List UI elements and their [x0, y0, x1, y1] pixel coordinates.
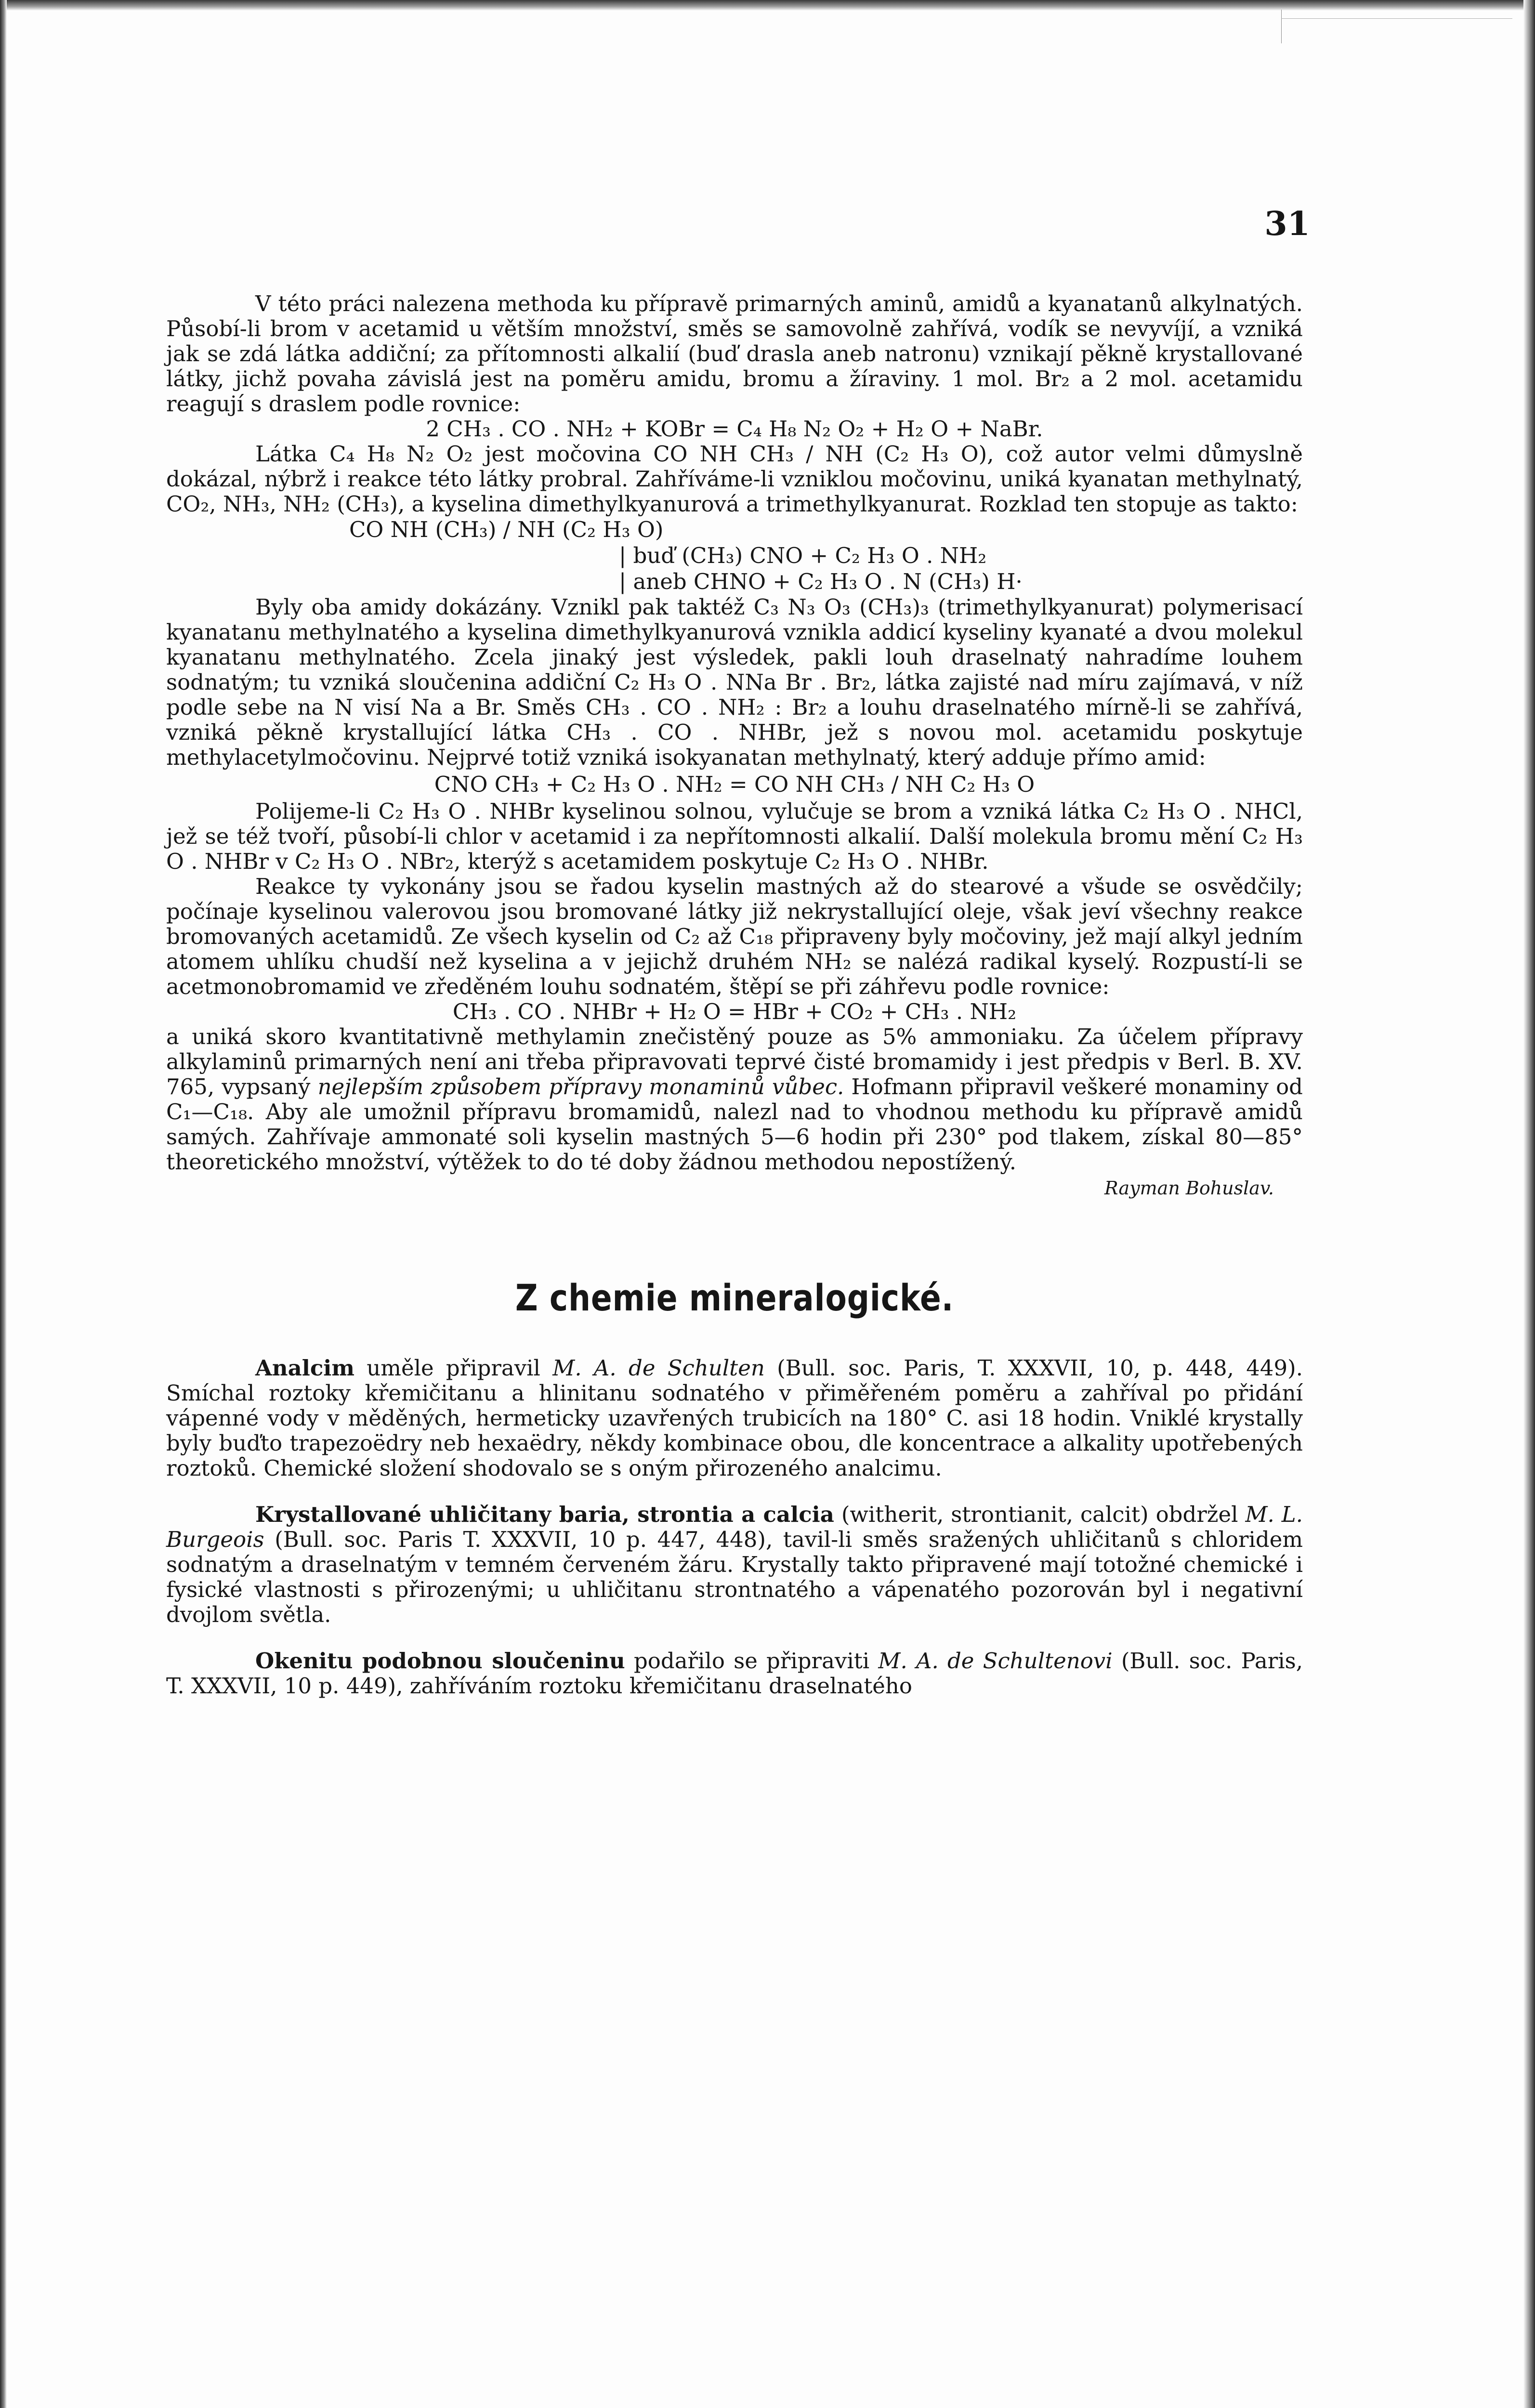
entry-analcim-text-a: uměle připravil	[354, 1355, 553, 1381]
entry-okenit	[166, 1649, 1303, 1699]
scan-artifact-line	[1281, 18, 1512, 19]
section-title: Z chemie mineralogické.	[515, 1276, 954, 1319]
entry-okenit-text-a: podařilo se připraviti	[625, 1648, 879, 1674]
scan-edge-left	[0, 0, 7, 2408]
entry-analcim-lead: Analcim	[255, 1355, 354, 1381]
entry-krystallovane-text-b: (Bull. soc. Paris T. XXXVII, 10 p. 447, 448), tavil-li směs sražených uhličitanů s chloridem sodnatým a draselnatým v temném červeném žáru. Krystally takto připravené mají totožné chemické i fysické vlastnosti s přirozenými; u uhličitanu strontnatého a vápenatého pozorován byl i negativní dvojlom světla.	[166, 1527, 1303, 1627]
entry-krystallovane-text-a: (witherit, strontianit, calcit) obdržel	[834, 1502, 1246, 1527]
entry-krystallovane	[166, 1502, 1303, 1627]
article-paragraph-3: Byly oba amidy dokázány. Vznikl pak taktéž C₃ N₃ O₃ (CH₃)₃ (trimethylkyanurat) polymerisací kyanatanu methylnatého a kyselina dimethylkyanurová vznikla addicí kyseliny kyanaté a dvou molekul kyanatanu methylnatého. Zcela jinaký jest výsledek, pakli louh draselnatý nahradíme louhem sodnatým; tu vzniká sloučenina addiční C₂ H₃ O . NNa Br . Br₂, látka zajisté nad míru zajímavá, v níž podle sebe na N visí Na a Br. Směs CH₃ . CO . NH₂ : Br₂ a louhu draselnatého mírně-li se zahřívá, vzniká pěkně krystallující látka CH₃ . CO . NHBr, jež s novou mol. acetamidu poskytuje methylacetylmočovinu. Nejprvé totiž vzniká isokyanatan methylnatý, který adduje přímo amid:	[166, 594, 1303, 770]
article-paragraph-4: Polijeme-li C₂ H₃ O . NHBr kyselinou solnou, vylučuje se brom a vzniká látka C₂ H₃ O . NHCl, jež se též tvoří, působí-li chlor v acetamid i za nepřítomnosti alkalií. Další molekula bromu mění C₂ H₃ O . NHBr v C₂ H₃ O . NBr₂, kterýž s acetamidem poskytuje C₂ H₃ O . NHBr.	[166, 798, 1303, 874]
equation-2	[166, 517, 1303, 595]
entry-analcim-author: M. A. de Schulten	[552, 1355, 765, 1381]
entry-okenit-author: M. A. de Schultenovi	[878, 1648, 1113, 1674]
text-column	[166, 291, 1303, 1699]
equation-2-right-1: | buď (CH₃) CNO + C₂ H₃ O . NH₂	[619, 543, 987, 568]
entry-krystallovane-lead: Krystallované uhličitany baria, strontia a calcia	[255, 1502, 834, 1527]
p6-text-b: Hofmann připravil veškeré monaminy od C₁—C₁₈. Aby ale umožnil přípravu bromamidů, nalezl nad to vhodnou methodu ku přípravě amidů samých. Zahřívaje ammonaté soli kyselin mastných 5—6 hodin při 230° pod tlakem, získal 80—85° theoretického množství, výtěžek to do té doby žádnou methodou nepostížený.	[166, 1074, 1303, 1175]
entry-krystallovane-author: M. L. Burgeois	[166, 1502, 1303, 1552]
p6-emphasis: nejlepším způsobem přípravy monaminů vůbec.	[317, 1074, 844, 1099]
article-paragraph-6	[166, 1024, 1303, 1175]
equation-3: CNO CH₃ + C₂ H₃ O . NH₂ = CO NH CH₃ / NH C₂ H₃ O	[434, 772, 1035, 797]
equation-4: CH₃ . CO . NHBr + H₂ O = HBr + CO₂ + CH₃ . NH₂	[452, 999, 1017, 1024]
entry-okenit-lead: Okenitu podobnou sloučeninu	[255, 1648, 625, 1674]
equation-2-right-2: | aneb CHNO + C₂ H₃ O . N (CH₃) H·	[619, 569, 1023, 594]
page-number: 31	[1264, 205, 1310, 243]
article-paragraph-1: V této práci nalezena methoda ku přípravě primarných aminů, amidů a kyanatanů alkylnatých. Působí-li brom v acetamid u větším množství, směs se samovolně zahřívá, vodík se nevyvíjí, a vzniká jak se zdá látka addiční; za přítomnosti alkalií (buď drasla aneb natronu) vznikají pěkně krystallované látky, jichž povaha závislá jest na poměru amidu, bromu a žíraviny. 1 mol. Br₂ a 2 mol. acetamidu reagují s draslem podle rovnice:	[166, 291, 1303, 417]
article-author: Rayman Bohuslav.	[1104, 1178, 1274, 1199]
equation-1: 2 CH₃ . CO . NH₂ + KOBr = C₄ H₈ N₂ O₂ + H₂ O + NaBr.	[426, 416, 1043, 442]
scan-artifact-line	[1281, 10, 1282, 43]
article-paragraph-2: Látka C₄ H₈ N₂ O₂ jest močovina CO NH CH₃ / NH (C₂ H₃ O), což autor velmi důmyslně dokázal, nýbrž i reakce této látky probral. Zahříváme-li vzniklou močovinu, uniká kyanatan methylnatý, CO₂, NH₃, NH₂ (CH₃), a kyselina dimethylkyanurová a trimethylkyanurat. Rozklad ten stopuje as takto:	[166, 441, 1303, 517]
equation-2-left: CO NH (CH₃) / NH (C₂ H₃ O)	[349, 517, 664, 542]
article-paragraph-5: Reakce ty vykonány jsou se řadou kyselin mastných až do stearové a všude se osvědčily; počínaje kyselinou valerovou jsou bromované látky již nekrystallující oleje, však jeví všechny reakce bromovaných acetamidů. Ze všech kyselin od C₂ až C₁₈ připraveny byly močoviny, jež mají alkyl jedním atomem uhlíku chudší než kyselina a v jejichž druhém NH₂ se nalézá radikal kyselý. Rozpustí-li se acetmonobromamid ve zředěném louhu sodnatém, štěpí se při záhřevu podle rovnice:	[166, 874, 1303, 999]
scan-edge-top	[0, 0, 1535, 11]
scan-edge-right	[1523, 0, 1535, 2408]
entry-okenit-text-b: (Bull. soc. Paris, T. XXXVII, 10 p. 449), zahříváním roztoku křemičitanu draselnatého	[166, 1648, 1303, 1699]
entry-analcim	[166, 1356, 1303, 1481]
p6-text-a: a uniká skoro kvantitativně methylamin znečistěný pouze as 5% ammoniaku. Za účelem přípravy alkylaminů primarných není ani třeba připravovati teprvé čisté bromamidy i jest předpis v Berl. B. XV. 765, vypsaný	[166, 1024, 1303, 1099]
entry-analcim-text-b: (Bull. soc. Paris, T. XXXVII, 10, p. 448, 449). Smíchal roztoky křemičitanu a hlinitanu sodnatého v přiměřeném poměru a zahříval po přidání vápenné vody v měděných, hermeticky uzavřených trubicích na 180° C. asi 18 hodin. Vniklé krystally byly buďto trapezoëdry neb hexaëdry, někdy kombinace obou, dle koncentrace a alkality upotřebených roztoků. Chemické složení shodovalo se s oným přirozeného analcimu.	[166, 1355, 1303, 1481]
